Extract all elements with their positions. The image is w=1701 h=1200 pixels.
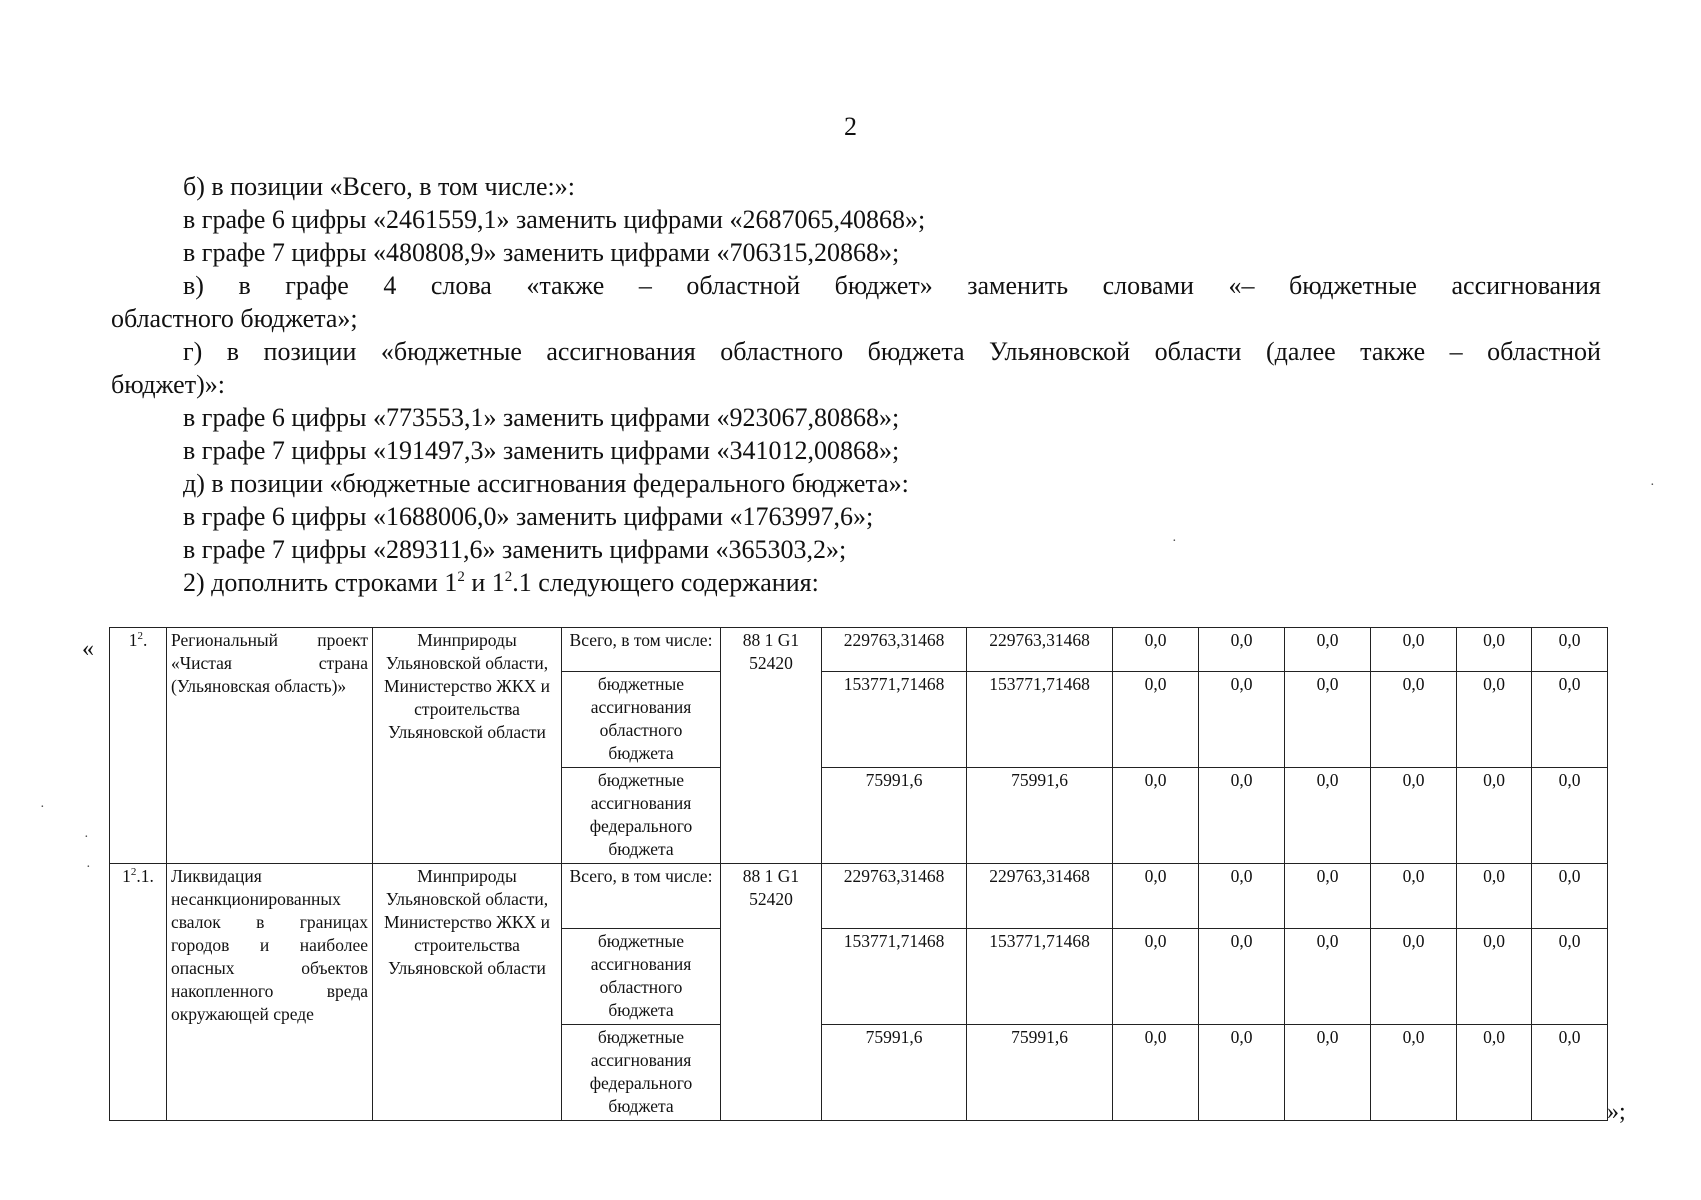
- amount-cell: 0,0: [1532, 1025, 1608, 1121]
- budget-code-cell: 88 1 G1 52420: [721, 864, 822, 1121]
- amount-cell: 0,0: [1532, 628, 1608, 672]
- amount-cell: 229763,31468: [967, 628, 1113, 672]
- word: в: [226, 337, 240, 366]
- amount-cell: 0,0: [1113, 864, 1199, 929]
- word: слова: [430, 271, 492, 300]
- amount-cell: 0,0: [1532, 864, 1608, 929]
- table-row: [110, 864, 1608, 929]
- paragraph: б) в позиции «Всего, в том числе:»:: [183, 172, 576, 201]
- paragraph: д) в позиции «бюджетные ассигнования федерального бюджета»:: [183, 469, 909, 498]
- table-body: [110, 628, 1608, 1121]
- document-body: [111, 170, 1601, 599]
- amount-cell: 0,0: [1199, 672, 1285, 768]
- funding-source-cell: Всего, в том числе:: [562, 864, 721, 929]
- amount-cell: 0,0: [1371, 929, 1457, 1025]
- funding-source-cell: бюджетные ассигнования федерального бюджета: [562, 768, 721, 864]
- word: также: [1360, 337, 1426, 366]
- word: г): [183, 337, 203, 366]
- table-row: [110, 628, 1608, 672]
- amount-cell: 0,0: [1285, 929, 1371, 1025]
- amount-cell: 0,0: [1285, 672, 1371, 768]
- amount-cell: 153771,71468: [822, 929, 967, 1025]
- word: –: [638, 271, 652, 300]
- paragraph-continuation: бюджет)»:: [111, 370, 225, 399]
- budget-code-cell: 88 1 G1 52420: [721, 628, 822, 864]
- funding-source-cell: Всего, в том числе:: [562, 628, 721, 672]
- word: «бюджетные: [380, 337, 522, 366]
- word: словами: [1102, 271, 1194, 300]
- row-number: 1: [128, 630, 138, 650]
- word: в): [183, 271, 204, 300]
- amount-cell: 0,0: [1532, 672, 1608, 768]
- word: бюджета: [867, 337, 965, 366]
- amount-cell: 0,0: [1285, 864, 1371, 929]
- superscript: 2: [457, 569, 465, 585]
- text: и 1: [464, 568, 505, 597]
- word: графе: [285, 271, 349, 300]
- amount-cell: 75991,6: [967, 768, 1113, 864]
- word: –: [1449, 337, 1463, 366]
- word: 4: [383, 271, 397, 300]
- amount-cell: 0,0: [1113, 628, 1199, 672]
- word: областной: [686, 271, 801, 300]
- amount-cell: 0,0: [1113, 768, 1199, 864]
- word: в: [238, 271, 251, 300]
- paragraph: в графе 7 цифры «289311,6» заменить цифрами «365303,2»;: [183, 535, 847, 564]
- amount-cell: 0,0: [1371, 864, 1457, 929]
- amount-cell: 153771,71468: [967, 929, 1113, 1025]
- amount-cell: 0,0: [1457, 864, 1532, 929]
- amount-cell: 75991,6: [822, 768, 967, 864]
- amount-cell: 0,0: [1285, 628, 1371, 672]
- superscript: 2: [504, 569, 513, 585]
- amount-cell: 0,0: [1457, 1025, 1532, 1121]
- amount-cell: 75991,6: [967, 1025, 1113, 1121]
- row-number-suffix: .1.: [136, 866, 154, 886]
- amount-cell: 0,0: [1199, 768, 1285, 864]
- scan-speck: ·: [86, 860, 91, 875]
- amount-cell: 0,0: [1371, 768, 1457, 864]
- word: позиции: [263, 337, 357, 366]
- scan-speck: ·: [40, 800, 45, 815]
- amount-cell: 229763,31468: [967, 864, 1113, 929]
- amount-cell: 0,0: [1532, 768, 1608, 864]
- amount-cell: 0,0: [1285, 1025, 1371, 1121]
- executor-cell: Минприроды Ульяновской области, Министерство ЖКХ и строительства Ульяновской области: [373, 628, 562, 864]
- paragraph-continuation: областного бюджета»;: [111, 304, 358, 333]
- word: бюджет»: [834, 271, 933, 300]
- closing-quote: »;: [1607, 1099, 1626, 1125]
- paragraph-justified: [111, 269, 1601, 302]
- amount-cell: 0,0: [1285, 768, 1371, 864]
- paragraph-add-rows: [111, 566, 1601, 599]
- word: ассигнования: [1451, 271, 1601, 300]
- funding-source-cell: бюджетные ассигнования областного бюджета: [562, 672, 721, 768]
- funding-source-cell: бюджетные ассигнования федерального бюджета: [562, 1025, 721, 1121]
- amount-cell: 153771,71468: [967, 672, 1113, 768]
- amount-cell: 0,0: [1457, 929, 1532, 1025]
- amount-cell: 0,0: [1199, 628, 1285, 672]
- amendment-table: [109, 627, 1608, 1121]
- amount-cell: 0,0: [1199, 864, 1285, 929]
- row-number-superscript: 2: [137, 630, 143, 642]
- amount-cell: 75991,6: [822, 1025, 967, 1121]
- row-number-cell: [110, 864, 167, 1121]
- amount-cell: 0,0: [1457, 768, 1532, 864]
- word: областной: [1487, 337, 1601, 366]
- amount-cell: 0,0: [1371, 672, 1457, 768]
- amount-cell: 0,0: [1457, 672, 1532, 768]
- funding-source-cell: бюджетные ассигнования областного бюджета: [562, 929, 721, 1025]
- amount-cell: 0,0: [1371, 1025, 1457, 1121]
- row-number-suffix: .: [142, 630, 148, 650]
- amount-cell: 0,0: [1371, 628, 1457, 672]
- scan-speck: ·: [1172, 534, 1177, 549]
- project-name-cell: Региональный проект «Чистая страна (Ульяновская область)»: [167, 628, 373, 864]
- word: «также: [526, 271, 605, 300]
- row-number-superscript: 2: [130, 866, 137, 878]
- amount-cell: 229763,31468: [822, 864, 967, 929]
- paragraph: в графе 6 цифры «2461559,1» заменить цифрами «2687065,40868»;: [183, 205, 926, 234]
- paragraph: в графе 7 цифры «191497,3» заменить цифрами «341012,00868»;: [183, 436, 900, 465]
- amount-cell: 0,0: [1113, 929, 1199, 1025]
- word: Ульяновской: [989, 337, 1131, 366]
- text: .1 следующего содержания:: [512, 568, 819, 597]
- scan-speck: ·: [1650, 478, 1655, 493]
- amount-cell: 153771,71468: [822, 672, 967, 768]
- project-name-cell: Ликвидация несанкционированных свалок в границах городов и наиболее опасных объектов накопленного вреда окружающей среде: [167, 864, 373, 1121]
- amount-cell: 229763,31468: [822, 628, 967, 672]
- paragraph: в графе 7 цифры «480808,9» заменить цифрами «706315,20868»;: [183, 238, 900, 267]
- word: ассигнования: [546, 337, 696, 366]
- amount-cell: 0,0: [1199, 929, 1285, 1025]
- scan-speck: ·: [84, 830, 89, 845]
- executor-cell: Минприроды Ульяновской области, Министерство ЖКХ и строительства Ульяновской области: [373, 864, 562, 1121]
- text: 2) дополнить строками 1: [183, 568, 458, 597]
- word: областного: [720, 337, 844, 366]
- word: области: [1154, 337, 1242, 366]
- amount-cell: 0,0: [1113, 1025, 1199, 1121]
- paragraph: в графе 6 цифры «1688006,0» заменить цифрами «1763997,6»;: [183, 502, 874, 531]
- word: (далее: [1265, 337, 1336, 366]
- amount-cell: 0,0: [1532, 929, 1608, 1025]
- row-number-cell: [110, 628, 167, 864]
- paragraph: в графе 6 цифры «773553,1» заменить цифрами «923067,80868»;: [183, 403, 900, 432]
- row-number: 1: [122, 866, 131, 886]
- page-number: 2: [844, 112, 857, 141]
- paragraph-justified: [111, 335, 1601, 368]
- word: заменить: [967, 271, 1069, 300]
- amount-cell: 0,0: [1113, 672, 1199, 768]
- amount-cell: 0,0: [1199, 1025, 1285, 1121]
- amount-cell: 0,0: [1457, 628, 1532, 672]
- word: «–: [1228, 271, 1255, 300]
- opening-quote: «: [82, 636, 94, 662]
- word: бюджетные: [1288, 271, 1417, 300]
